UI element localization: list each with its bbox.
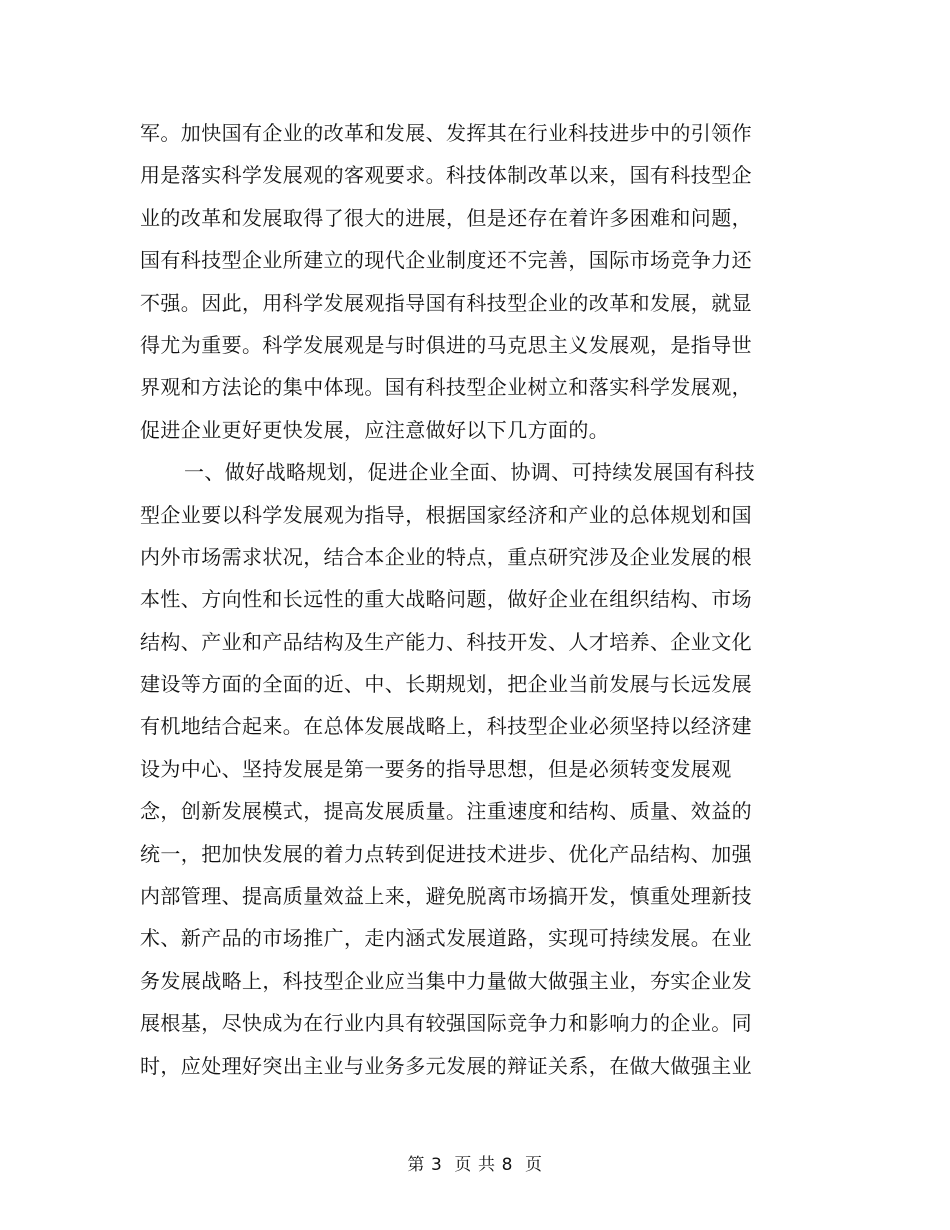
text-line: 本性、方向性和长远性的重大战略问题，做好企业在组织结构、市场 xyxy=(140,587,752,612)
text-line: 结构、产业和产品结构及生产能力、科技开发、人才培养、企业文化 xyxy=(140,629,752,654)
text-line: 军。加快国有企业的改革和发展、发挥其在行业科技进步中的引领作 xyxy=(140,121,752,145)
text-line: 用是落实科学发展观的客观要求。科技体制改革以来，国有科技型企 xyxy=(140,163,752,188)
text-line: 内部管理、提高质量效益上来，避免脱离市场搞开发，慎重处理新技 xyxy=(140,884,752,909)
text-line: 设为中心、坚持发展是第一要务的指导思想，但是必须转变发展观 xyxy=(140,756,732,781)
text-line: 时，应处理好突出主业与业务多元发展的辩证关系，在做大做强主业 xyxy=(140,1053,752,1078)
body-text xyxy=(140,112,780,1087)
text-line: 统一，把加快发展的着力点转到促进技术进步、优化产品结构、加强 xyxy=(140,841,752,866)
text-line: 有机地结合起来。在总体发展战略上，科技型企业必须坚持以经济建 xyxy=(140,714,752,739)
text-line: 不强。因此，用科学发展观指导国有科技型企业的改革和发展，就显 xyxy=(140,290,752,315)
text-line: 国有科技型企业所建立的现代企业制度还不完善，国际市场竞争力还 xyxy=(140,248,752,273)
text-line: 型企业要以科学发展观为指导，根据国家经济和产业的总体规划和国 xyxy=(140,502,752,527)
text-line: 界观和方法论的集中体现。国有科技型企业树立和落实科学发展观， xyxy=(140,375,752,400)
text-line: 念，创新发展模式，提高发展质量。注重速度和结构、质量、效益的 xyxy=(140,799,752,824)
page-number-footer: 第 3 页 共 8 页 xyxy=(407,1155,543,1175)
section-heading-line: 一、做好战略规划，促进企业全面、协调、可持续发展国有科技 xyxy=(184,460,756,485)
text-line: 建设等方面的全面的近、中、长期规划，把企业当前发展与长远发展 xyxy=(140,672,752,697)
text-line: 术、新产品的市场推广，走内涵式发展道路，实现可持续发展。在业 xyxy=(140,926,752,951)
text-line: 得尤为重要。科学发展观是与时俱进的马克思主义发展观，是指导世 xyxy=(140,332,752,357)
text-line: 促进企业更好更快发展，应注意做好以下几方面的。 xyxy=(140,417,610,442)
text-line: 务发展战略上，科技型企业应当集中力量做大做强主业，夯实企业发 xyxy=(140,968,752,993)
text-line: 展根基，尽快成为在行业内具有较强国际竞争力和影响力的企业。同 xyxy=(140,1011,752,1036)
text-line: 内外市场需求状况，结合本企业的特点，重点研究涉及企业发展的根 xyxy=(140,544,752,569)
text-line: 业的改革和发展取得了很大的进展，但是还存在着许多困难和问题， xyxy=(140,205,752,230)
